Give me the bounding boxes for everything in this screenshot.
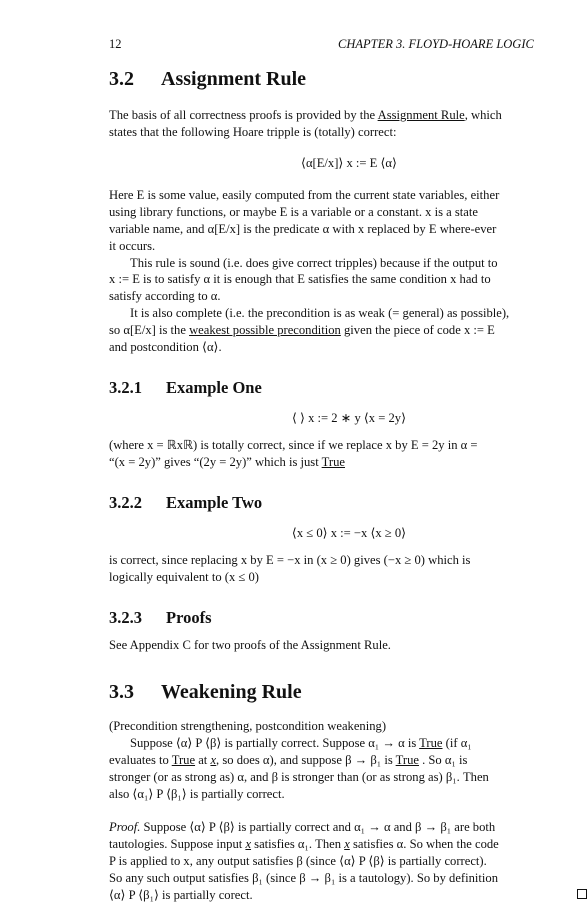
text-span: . So α₁ is [418, 752, 468, 767]
term-x: x [344, 836, 350, 851]
section-number: 3.2 [109, 68, 134, 90]
text-span: (if α₁ [442, 735, 472, 750]
text-line: x := E is to satisfy α it is enough that E satisfies the same condition x had to [109, 272, 491, 287]
formula-example-two: ⟨x ≤ 0⟩ x := −x ⟨x ≥ 0⟩ [291, 526, 407, 540]
section-title: Assignment Rule [161, 68, 307, 90]
page-number: 12 [109, 37, 122, 51]
term-weakest-precondition: weakest possible precondition [189, 323, 341, 338]
text-line: P is applied to x, any output satisfies β (since ⟨α⟩ P ⟨β⟩ is partially correct). [109, 853, 487, 868]
text-line: So any such output satisfies β₁ (since β → β₁ is a tautology). So by definition [109, 870, 498, 885]
paragraph-example-one [109, 437, 588, 471]
term-true: True [171, 752, 196, 767]
text-line: This rule is sound (i.e. does give correct tripples) because if the output to [130, 255, 498, 270]
term-x: x [210, 752, 217, 767]
paragraph-weakening [109, 718, 588, 802]
subsection-title: Example Two [166, 493, 263, 512]
text-span: , so does α), and suppose β → β₁ is [216, 752, 396, 767]
paragraph-assignment-explanation [109, 187, 588, 356]
subsection-heading-proofs [109, 608, 212, 628]
text-line: See Appendix C for two proofs of the Assignment Rule. [109, 638, 391, 652]
text-line: states that the following Hoare tripple is (totally) correct: [109, 124, 397, 139]
term-x: x [245, 836, 252, 851]
text-span: at [195, 752, 211, 767]
subsection-heading-example-two [109, 493, 262, 513]
subsection-number: 3.2.3 [109, 608, 142, 627]
paragraph-example-two [109, 552, 588, 586]
subsection-number: 3.2.1 [109, 378, 142, 397]
text-line: Here E is some value, easily computed from the current state variables, either [109, 188, 500, 202]
text-span: satisfies α. So when the code [349, 836, 499, 851]
formula-example-one: ⟨ ⟩ x := 2 ∗ y ⟨x = 2y⟩ [291, 411, 407, 425]
text-span: Suppose ⟨α⟩ P ⟨β⟩ is partially correct. Suppose α₁ → α is [130, 735, 420, 750]
text-line: (where x = ℝxℝ) is totally correct, since if we replace x by E = 2y in α = [109, 438, 478, 452]
text-span: “(x = 2y)” gives “(2y = 2y)” which is just [109, 454, 322, 469]
text-line: using library functions, or maybe E is a variable or a constant. x is a state [109, 204, 478, 219]
term-true: True [419, 735, 443, 750]
running-header: CHAPTER 3. FLOYD-HOARE LOGIC [338, 37, 534, 51]
term-true: True [395, 752, 419, 767]
qed-square-icon [577, 889, 587, 899]
text-span: satisfies α₁. Then [251, 836, 345, 851]
text-span: tautologies. Suppose input [109, 836, 246, 851]
term-true: True [321, 454, 345, 469]
text-line: also ⟨α₁⟩ P ⟨β₁⟩ is partially correct. [109, 786, 285, 801]
section-number: 3.3 [109, 681, 134, 703]
text-line: logically equivalent to (x ≤ 0) [109, 569, 259, 584]
subsection-heading-example-one [109, 378, 262, 398]
section-heading-assignment-rule [109, 68, 306, 91]
text-line: and postcondition ⟨α⟩. [109, 340, 222, 355]
text-span: The basis of all correctness proofs is provided by the [109, 108, 378, 122]
text-line: satisfy according to α. [109, 289, 221, 304]
formula-hoare-assignment: ⟨α[E/x]⟩ x := E ⟨α⟩ [301, 156, 397, 170]
text-span: so α[E/x] is the [109, 323, 190, 338]
text-line: It is also complete (i.e. the precondition is as weak (= general) as possible), [130, 306, 510, 321]
text-line: variable name, and α[E/x] is the predicate α with x replaced by E where-ever [109, 221, 497, 236]
text-line: stronger (or as strong as) α, and β is stronger than (or as strong as) β₁. Then [109, 769, 489, 784]
text-span: , which [464, 108, 502, 122]
proof-label: Proof. [109, 820, 141, 834]
text-line: ⟨α⟩ P ⟨β₁⟩ is partially corect. [109, 887, 253, 902]
paragraph-proofs [109, 637, 588, 654]
paragraph-proof [109, 819, 588, 903]
subsection-number: 3.2.2 [109, 493, 142, 512]
text-span: evaluates to [109, 752, 172, 767]
section-heading-weakening-rule [109, 681, 302, 704]
text-line: is correct, since replacing x by E = −x in (x ≥ 0) gives (−x ≥ 0) which is [109, 553, 471, 567]
paragraph-assignment-intro [109, 107, 588, 141]
text-line: (Precondition strengthening, postcondition weakening) [109, 719, 387, 733]
term-assignment-rule: Assignment Rule [377, 108, 465, 122]
text-span: Suppose ⟨α⟩ P ⟨β⟩ is partially correct and α₁ → α and β → β₁ are both [140, 820, 496, 834]
section-title: Weakening Rule [161, 681, 302, 703]
text-line: it occurs. [109, 238, 156, 253]
subsection-title: Example One [166, 378, 262, 397]
text-span: given the piece of code x := E [340, 323, 495, 338]
subsection-title: Proofs [166, 608, 212, 627]
